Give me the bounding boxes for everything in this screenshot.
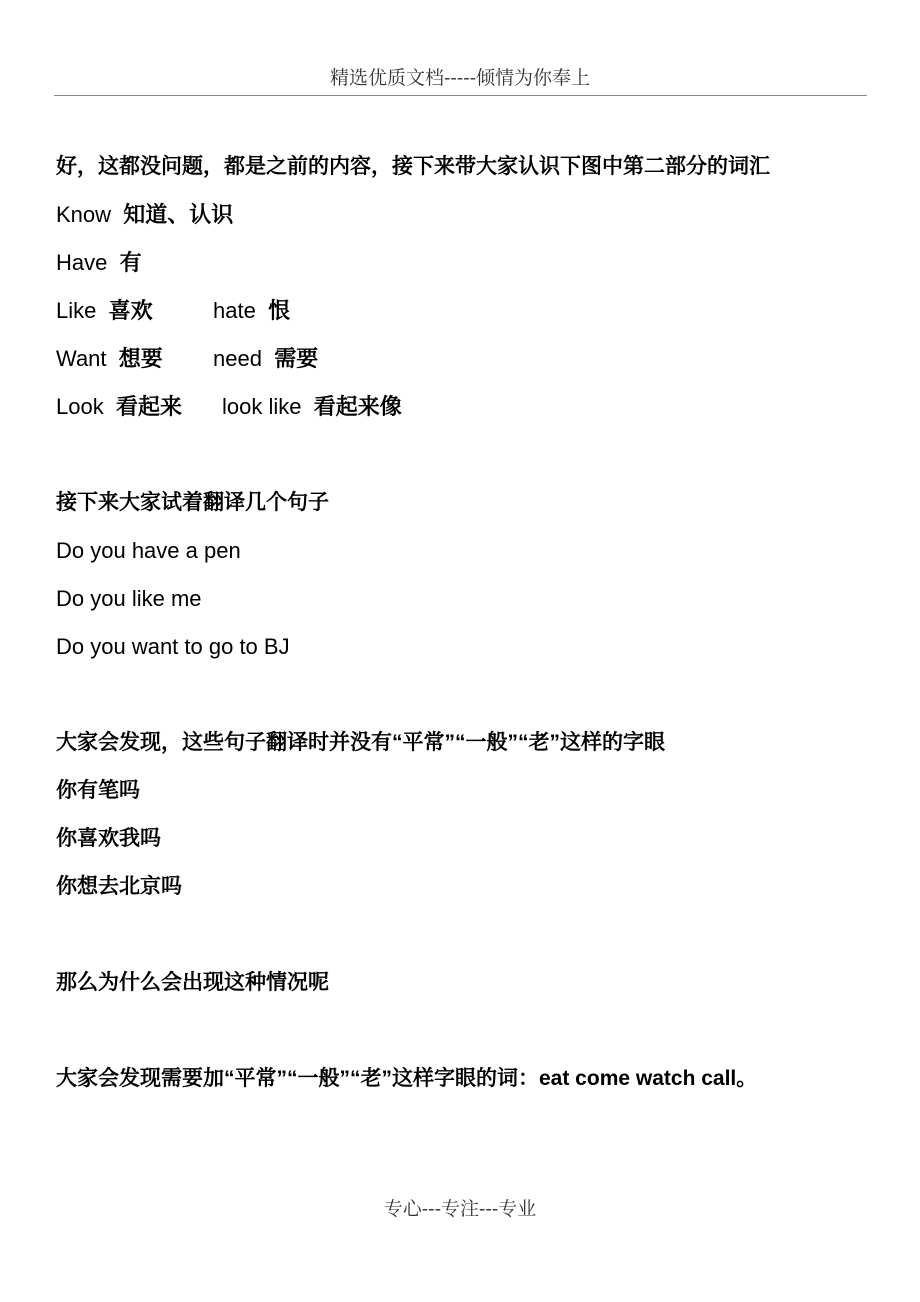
- observation-paragraph: 大家会发现，这些句子翻译时并没有“平常”“一般”“老”这样的字眼: [56, 731, 665, 754]
- vocab-word-en: Want: [56, 346, 107, 371]
- header-divider: [54, 95, 867, 96]
- sentence-en: Do you have a pen: [56, 538, 241, 563]
- vocab-know: [56, 191, 866, 239]
- question-paragraph: 那么为什么会出现这种情况呢: [56, 971, 329, 994]
- vocab-pair-right: [213, 335, 318, 383]
- vocab-pair-left: [56, 335, 213, 383]
- vocab-pair-left: [56, 287, 213, 335]
- vocab-pair-right: [222, 383, 402, 431]
- page-footer: 专心---专注---专业: [383, 1198, 537, 1220]
- vocab-word-zh: 想要: [118, 346, 163, 371]
- vocab-word-en: Know: [56, 202, 112, 227]
- vocab-look: [56, 383, 866, 431]
- sentence-zh: 你喜欢我吗: [56, 827, 161, 850]
- sentence-en: Do you like me: [56, 586, 202, 611]
- sentence-en: Do you want to go to BJ: [56, 634, 290, 659]
- vocab-word-zh: 恨: [268, 298, 291, 323]
- vocab-word-en: Have: [56, 250, 108, 275]
- vocab-word-zh: 看起来像: [313, 394, 402, 419]
- vocab-word-zh: 需要: [274, 346, 319, 371]
- document-body: [56, 143, 866, 1103]
- blank-line: [56, 671, 866, 719]
- blank-line: [56, 911, 866, 959]
- vocab-word-zh: 喜欢: [108, 298, 153, 323]
- conclusion-paragraph: 大家会发现需要加“平常”“一般”“老”这样字眼的词：eat come watch call。: [56, 1067, 758, 1090]
- intro-paragraph: 好，这都没问题，都是之前的内容，接下来带大家认识下图中第二部分的词汇: [56, 155, 770, 178]
- translate-prompt: 接下来大家试着翻译几个句子: [56, 491, 329, 514]
- sentence-zh: 你有笔吗: [56, 779, 140, 802]
- vocab-pair-left: [56, 383, 222, 431]
- vocab-word-zh: 看起来: [115, 394, 182, 419]
- vocab-have: [56, 239, 866, 287]
- vocab-pair-right: [213, 287, 290, 335]
- page-header: 精选优质文档-----倾情为你奉上: [329, 67, 591, 89]
- vocab-like-hate: [56, 287, 866, 335]
- vocab-word-zh: 知道、认识: [123, 202, 234, 227]
- vocab-word-zh: 有: [119, 250, 142, 275]
- vocab-word-en: Like: [56, 298, 97, 323]
- vocab-word-en: Look: [56, 394, 104, 419]
- vocab-word-en: look like: [222, 394, 302, 419]
- vocab-want-need: [56, 335, 866, 383]
- sentence-zh: 你想去北京吗: [56, 875, 182, 898]
- vocab-word-en: hate: [213, 298, 256, 323]
- blank-line: [56, 431, 866, 479]
- vocab-word-en: need: [213, 346, 262, 371]
- blank-line: [56, 1007, 866, 1055]
